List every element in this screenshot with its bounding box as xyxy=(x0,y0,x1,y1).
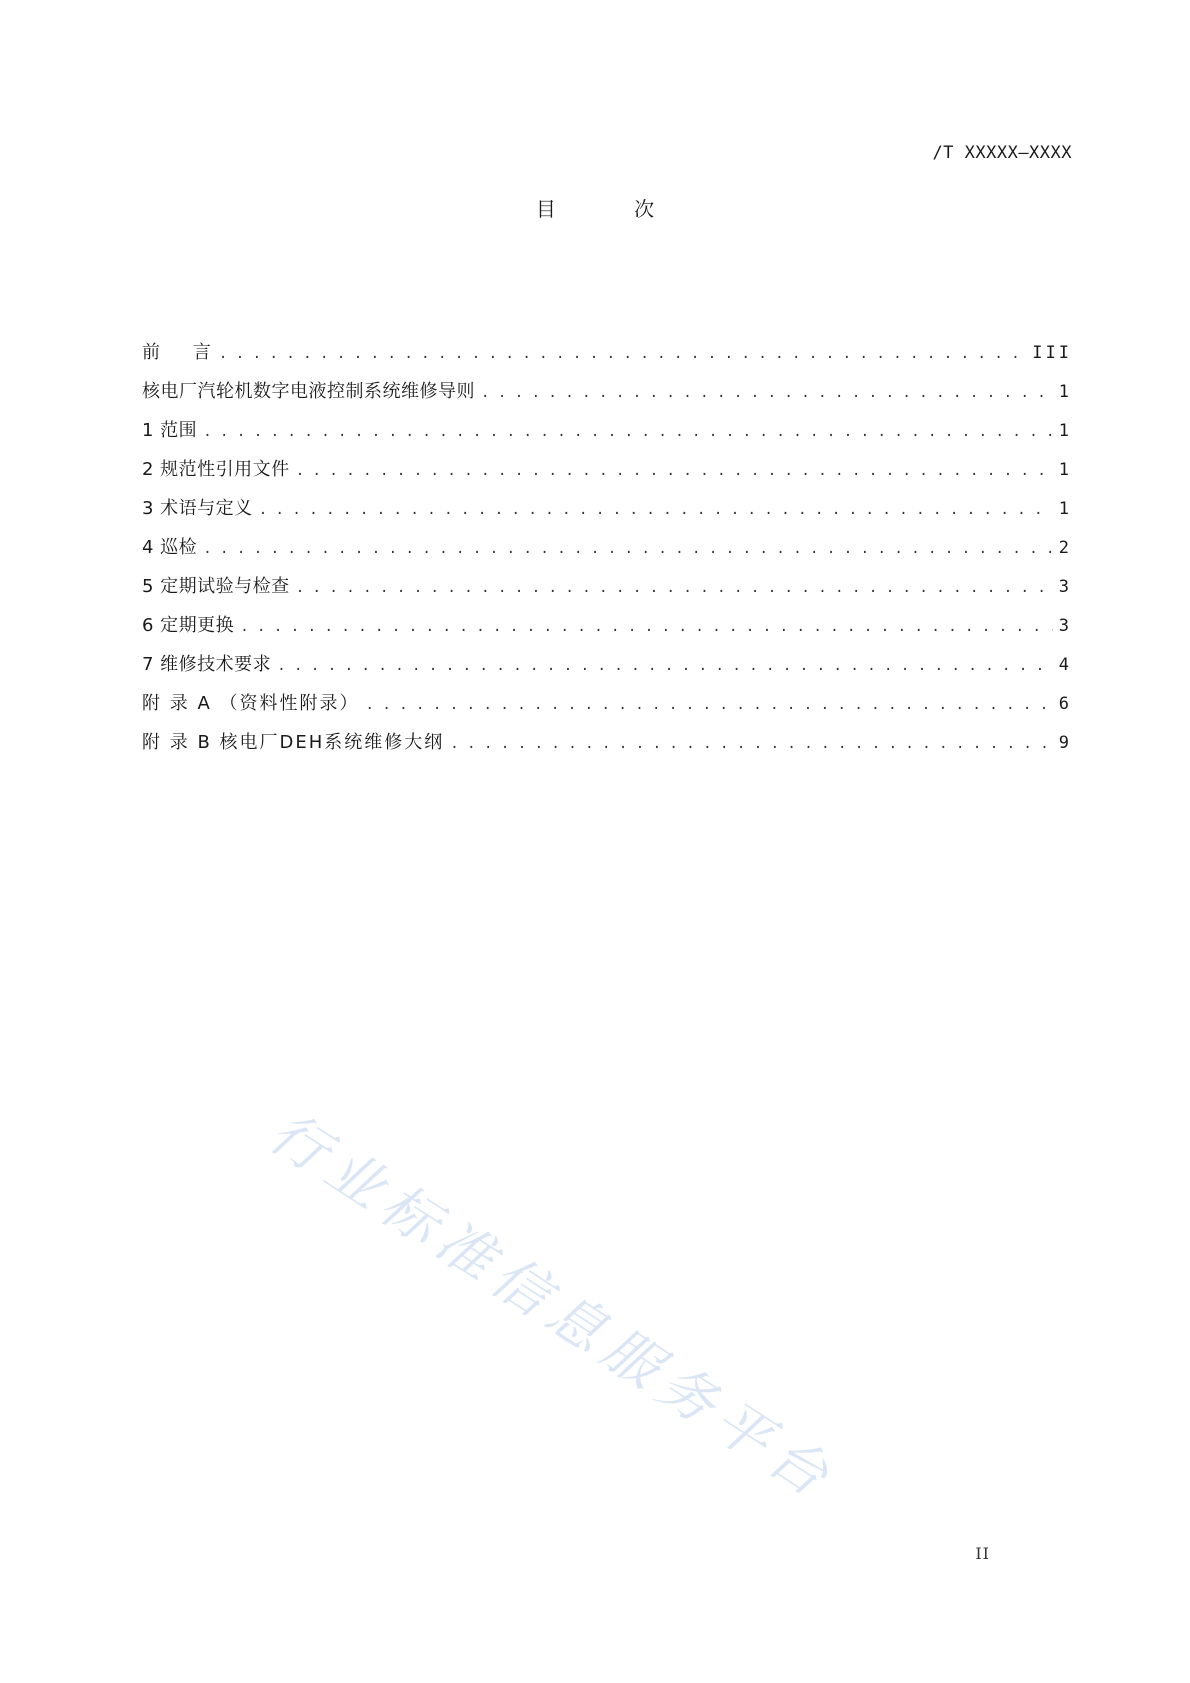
toc-entry-label: 5 定期试验与检查 xyxy=(142,576,290,597)
standard-code: /T XXXXX—XXXX xyxy=(932,143,1072,163)
toc-entry-inspection[interactable] xyxy=(142,533,1072,572)
page-number: II xyxy=(975,1544,990,1563)
toc-leader-dots xyxy=(277,658,1053,674)
toc-leader-dots xyxy=(365,697,1052,713)
toc-entry-guideline[interactable] xyxy=(142,377,1072,416)
toc-leader-dots xyxy=(240,619,1053,635)
toc-entry-page: III xyxy=(1032,343,1072,363)
toc-leader-dots xyxy=(296,580,1053,596)
toc-entry-appendix-b[interactable] xyxy=(142,728,1072,767)
toc-entry-label: 前 言 xyxy=(142,342,213,363)
toc-leader-dots xyxy=(203,541,1053,557)
toc-entry-label: 附 录 A （资料性附录） xyxy=(142,693,360,714)
table-of-contents xyxy=(142,338,1072,767)
toc-entry-scope[interactable] xyxy=(142,416,1072,455)
toc-entry-page: 9 xyxy=(1058,733,1072,753)
watermark-text: 行业标准信息服务平台 xyxy=(258,1100,847,1515)
toc-entry-foreword[interactable] xyxy=(142,338,1072,377)
toc-entry-page: 1 xyxy=(1058,382,1072,402)
toc-leader-dots xyxy=(203,424,1053,440)
toc-entry-label: 附 录 B 核电厂DEH系统维修大纲 xyxy=(142,732,445,753)
toc-entry-page: 2 xyxy=(1058,538,1072,558)
toc-entry-page: 1 xyxy=(1058,499,1072,519)
toc-entry-page: 1 xyxy=(1058,460,1072,480)
toc-entry-label: 7 维修技术要求 xyxy=(142,654,272,675)
toc-entry-maintenance-requirements[interactable] xyxy=(142,650,1072,689)
toc-entry-page: 3 xyxy=(1058,616,1072,636)
toc-entry-label: 1 范围 xyxy=(142,420,198,441)
toc-leader-dots xyxy=(259,502,1053,518)
toc-entry-label: 6 定期更换 xyxy=(142,615,235,636)
toc-leader-dots xyxy=(481,385,1053,401)
toc-leader-dots xyxy=(296,463,1053,479)
toc-entry-page: 6 xyxy=(1058,694,1072,714)
toc-entry-label: 2 规范性引用文件 xyxy=(142,459,290,480)
toc-entry-label: 核电厂汽轮机数字电液控制系统维修导则 xyxy=(142,381,475,402)
toc-entry-label: 4 巡检 xyxy=(142,537,198,558)
toc-entry-periodic-tests[interactable] xyxy=(142,572,1072,611)
toc-entry-appendix-a[interactable] xyxy=(142,689,1072,728)
toc-entry-label: 3 术语与定义 xyxy=(142,498,253,519)
toc-entry-periodic-replacement[interactable] xyxy=(142,611,1072,650)
toc-entry-page: 1 xyxy=(1058,421,1072,441)
toc-entry-page: 3 xyxy=(1058,577,1072,597)
toc-title: 目 次 xyxy=(535,197,691,221)
toc-entry-terms-definitions[interactable] xyxy=(142,494,1072,533)
toc-entry-normative-references[interactable] xyxy=(142,455,1072,494)
toc-entry-page: 4 xyxy=(1058,655,1072,675)
toc-leader-dots xyxy=(219,346,1026,362)
toc-leader-dots xyxy=(450,736,1052,752)
